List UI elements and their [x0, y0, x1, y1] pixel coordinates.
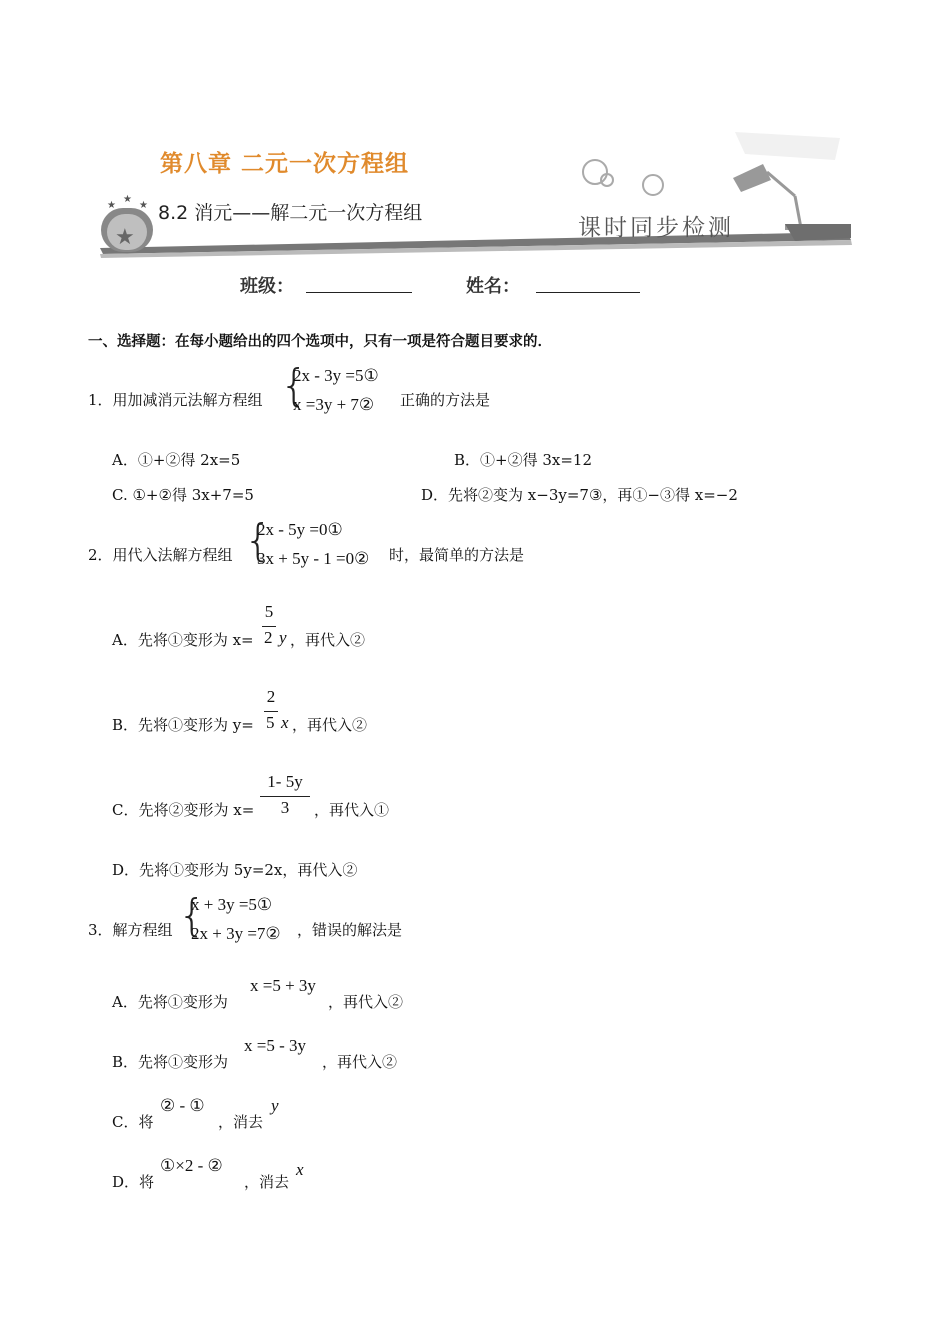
q2-c-numerator: 1- 5y: [267, 772, 303, 791]
q2-c-fraction-bar: [260, 796, 310, 797]
class-label: 班级：: [240, 276, 294, 297]
q1-option-a[interactable]: A．①+②得 2x=5: [112, 451, 241, 469]
name-blank[interactable]: [536, 292, 640, 293]
q2-option-a-suffix: ，再代入②: [290, 631, 366, 649]
q1-option-b[interactable]: B．①+②得 3x=12: [454, 451, 593, 469]
q3-c-expression: ② - ①: [160, 1096, 205, 1115]
q2-a-variable: y: [279, 628, 287, 647]
q2-option-d[interactable]: D．先将①变形为 5y=2x，再代入②: [112, 861, 358, 879]
svg-text:★: ★: [115, 225, 135, 250]
q2-b-denominator: 5: [266, 713, 275, 732]
q2-option-a-prefix[interactable]: A．先将①变形为 x=: [112, 631, 254, 649]
q2-option-c-suffix: ，再代入①: [314, 801, 390, 819]
q3-a-expression: x =5 + 3y: [250, 976, 316, 995]
q2-a-numerator: 5: [264, 602, 274, 621]
svg-text:★: ★: [107, 200, 116, 211]
q3-option-b-suffix: ，再代入②: [322, 1053, 398, 1071]
q3-option-d-suffix: ，消去: [244, 1173, 290, 1191]
section-title: 8.2 消元——解二元一次方程组: [158, 202, 423, 224]
q3-option-b-prefix[interactable]: B．先将①变形为: [112, 1053, 229, 1071]
q2-b-variable: x: [281, 713, 289, 732]
q3-eq2: 2x + 3y =7②: [191, 924, 281, 943]
name-label: 姓名：: [466, 276, 520, 297]
q2-b-numerator: 2: [266, 687, 276, 706]
q1-eq2: x =3y + 7②: [293, 395, 375, 414]
chapter-title: 第八章 二元一次方程组: [160, 151, 410, 177]
q2-a-fraction-bar: [262, 626, 276, 627]
q2-b-fraction-bar: [264, 711, 278, 712]
q3-b-expression: x =5 - 3y: [244, 1036, 306, 1055]
q2-c-denominator: 3: [280, 798, 290, 817]
q3-d-expression: ①×2 - ②: [160, 1156, 223, 1175]
q3-c-variable: y: [271, 1096, 279, 1115]
q1-option-d[interactable]: D．先将②变为 x−3y=7③，再①−③得 x=−2: [421, 486, 738, 504]
q2-option-b-prefix[interactable]: B．先将①变形为 y=: [112, 716, 254, 734]
q3-option-c-suffix: ，消去: [218, 1113, 264, 1131]
q2-stem: 2．用代入法解方程组: [88, 546, 233, 564]
q3-tail: ，错误的解法是: [297, 921, 403, 939]
q2-option-b-suffix: ，再代入②: [292, 716, 368, 734]
q2-a-denominator: 2: [264, 628, 273, 647]
q3-eq1: x + 3y =5①: [191, 895, 273, 914]
q2-tail: 时，最简单的方法是: [389, 546, 525, 564]
section-heading: 一、选择题：在每小题给出的四个选项中，只有一项是符合题目要求的．: [88, 334, 552, 350]
q3-option-c-prefix[interactable]: C．将: [112, 1113, 154, 1131]
q1-tail: 正确的方法是: [400, 391, 491, 409]
q2-brace: {: [244, 515, 272, 566]
header-banner-graphic: [95, 120, 860, 260]
q3-brace: {: [178, 890, 206, 941]
q2-eq1: 2x - 5y =0①: [257, 520, 343, 539]
q1-brace: {: [280, 360, 308, 411]
q3-option-a-suffix: ，再代入②: [328, 993, 404, 1011]
q1-eq1: 2x - 3y =5①: [293, 366, 379, 385]
q3-d-variable: x: [296, 1160, 304, 1179]
class-blank[interactable]: [306, 292, 412, 293]
q3-option-d-prefix[interactable]: D．将: [112, 1173, 155, 1191]
q1-stem: 1．用加减消元法解方程组: [88, 391, 263, 409]
q2-option-c-prefix[interactable]: C．先将②变形为 x=: [112, 801, 255, 819]
svg-text:★: ★: [123, 194, 132, 205]
sync-check-label: 课时同步检测: [578, 215, 734, 241]
q1-option-c[interactable]: C. ①+②得 3x+7=5: [112, 486, 254, 504]
svg-text:★: ★: [139, 200, 148, 211]
q3-stem: 3．解方程组: [88, 921, 173, 939]
q3-option-a-prefix[interactable]: A．先将①变形为: [112, 993, 228, 1011]
q2-eq2: 3x + 5y - 1 =0②: [257, 549, 370, 568]
